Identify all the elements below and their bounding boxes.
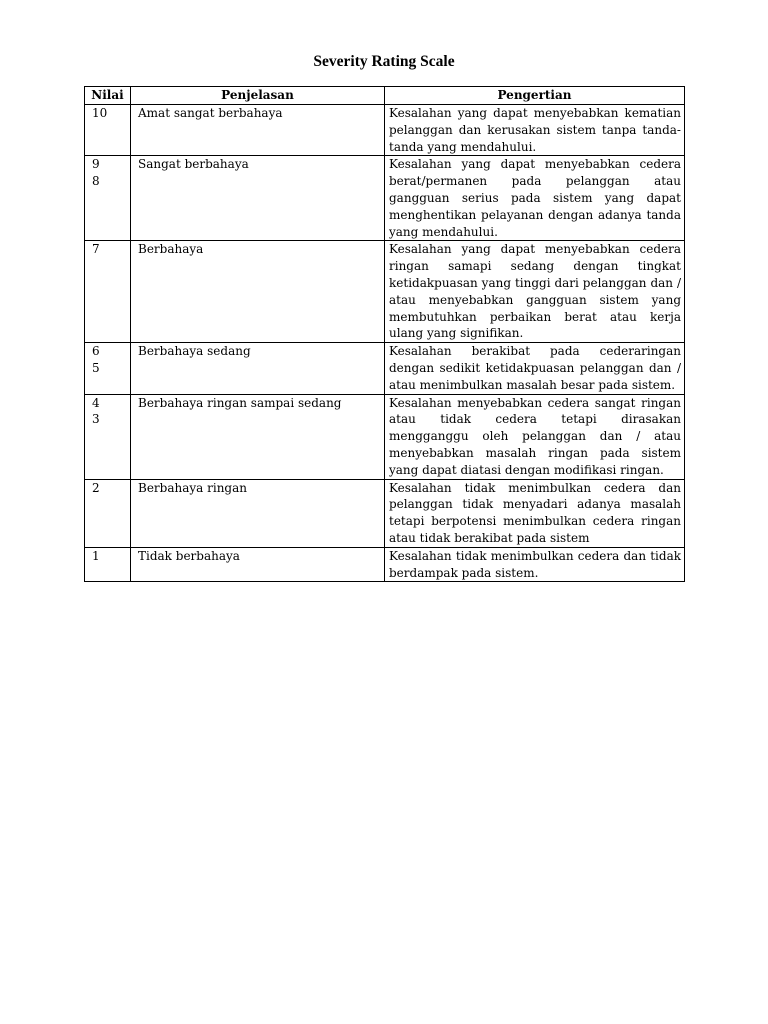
penjelasan-cell: Berbahaya ringan	[131, 479, 385, 547]
nilai-cell	[85, 547, 131, 582]
table-row	[85, 479, 685, 547]
pengertian-cell: Kesalahan yang dapat menyebabkan cedera ringan samapi sedang dengan tingkat ketidakpuasan yang tinggi dari pelanggan dan / atau menyebabkan gangguan sistem yang membutuhkan perbaikan berat atau kerja ulang yang signifikan.	[385, 241, 685, 343]
nilai-value: 4	[92, 395, 100, 410]
nilai-cell	[85, 343, 131, 394]
nilai-cell	[85, 105, 131, 156]
page-title: Severity Rating Scale	[313, 53, 455, 70]
penjelasan-cell: Berbahaya ringan sampai sedang	[131, 394, 385, 479]
penjelasan-cell: Tidak berbahaya	[131, 547, 385, 582]
nilai-value: 1	[92, 548, 100, 563]
nilai-value: 3	[92, 412, 100, 427]
pengertian-cell: Kesalahan yang dapat menyebabkan kematian pelanggan dan kerusakan sistem tanpa tanda-tanda yang mendahului.	[385, 105, 685, 156]
penjelasan-cell: Sangat berbahaya	[131, 156, 385, 241]
nilai-value: 9	[92, 157, 100, 172]
nilai-cell	[85, 479, 131, 547]
table-row	[85, 343, 685, 394]
nilai-cell	[85, 156, 131, 241]
table-row	[85, 547, 685, 582]
table-row	[85, 156, 685, 241]
nilai-value: 10	[92, 106, 108, 120]
nilai-cell	[85, 241, 131, 343]
nilai-value: 2	[92, 480, 100, 495]
pengertian-cell: Kesalahan berakibat pada cederaringan dengan sedikit ketidakpuasan pelanggan dan / atau menimbulkan masalah besar pada sistem.	[385, 343, 685, 394]
table-row	[85, 394, 685, 479]
pengertian-cell: Kesalahan yang dapat menyebabkan cedera berat/permanen pada pelanggan atau gangguan serius pada sistem yang dapat menghentikan pelayanan dengan adanya tanda yang mendahului.	[385, 156, 685, 241]
penjelasan-cell: Berbahaya	[131, 241, 385, 343]
penjelasan-cell: Amat sangat berbahaya	[131, 105, 385, 156]
table-header-row	[85, 87, 685, 105]
pengertian-cell: Kesalahan tidak menimbulkan cedera dan tidak berdampak pada sistem.	[385, 547, 685, 582]
nilai-value: 6	[92, 344, 100, 359]
nilai-value: 5	[92, 360, 100, 375]
header-penjelasan: Penjelasan	[131, 87, 385, 105]
severity-rating-table	[84, 86, 685, 582]
table-row	[85, 105, 685, 156]
pengertian-cell: Kesalahan menyebabkan cedera sangat ringan atau tidak cedera tetapi dirasakan mengganggu oleh pelanggan dan / atau menyebabkan masalah ringan pada sistem yang dapat diatasi dengan modifikasi ringan.	[385, 394, 685, 479]
nilai-value: 8	[92, 174, 100, 189]
penjelasan-cell: Berbahaya sedang	[131, 343, 385, 394]
nilai-cell	[85, 394, 131, 479]
table-row	[85, 241, 685, 343]
nilai-value: 7	[92, 242, 100, 257]
header-nilai: Nilai	[85, 87, 131, 105]
header-pengertian: Pengertian	[385, 87, 685, 105]
pengertian-cell: Kesalahan tidak menimbulkan cedera dan pelanggan tidak menyadari adanya masalah tetapi berpotensi menimbulkan cedera ringan atau tidak berakibat pada sistem	[385, 479, 685, 547]
